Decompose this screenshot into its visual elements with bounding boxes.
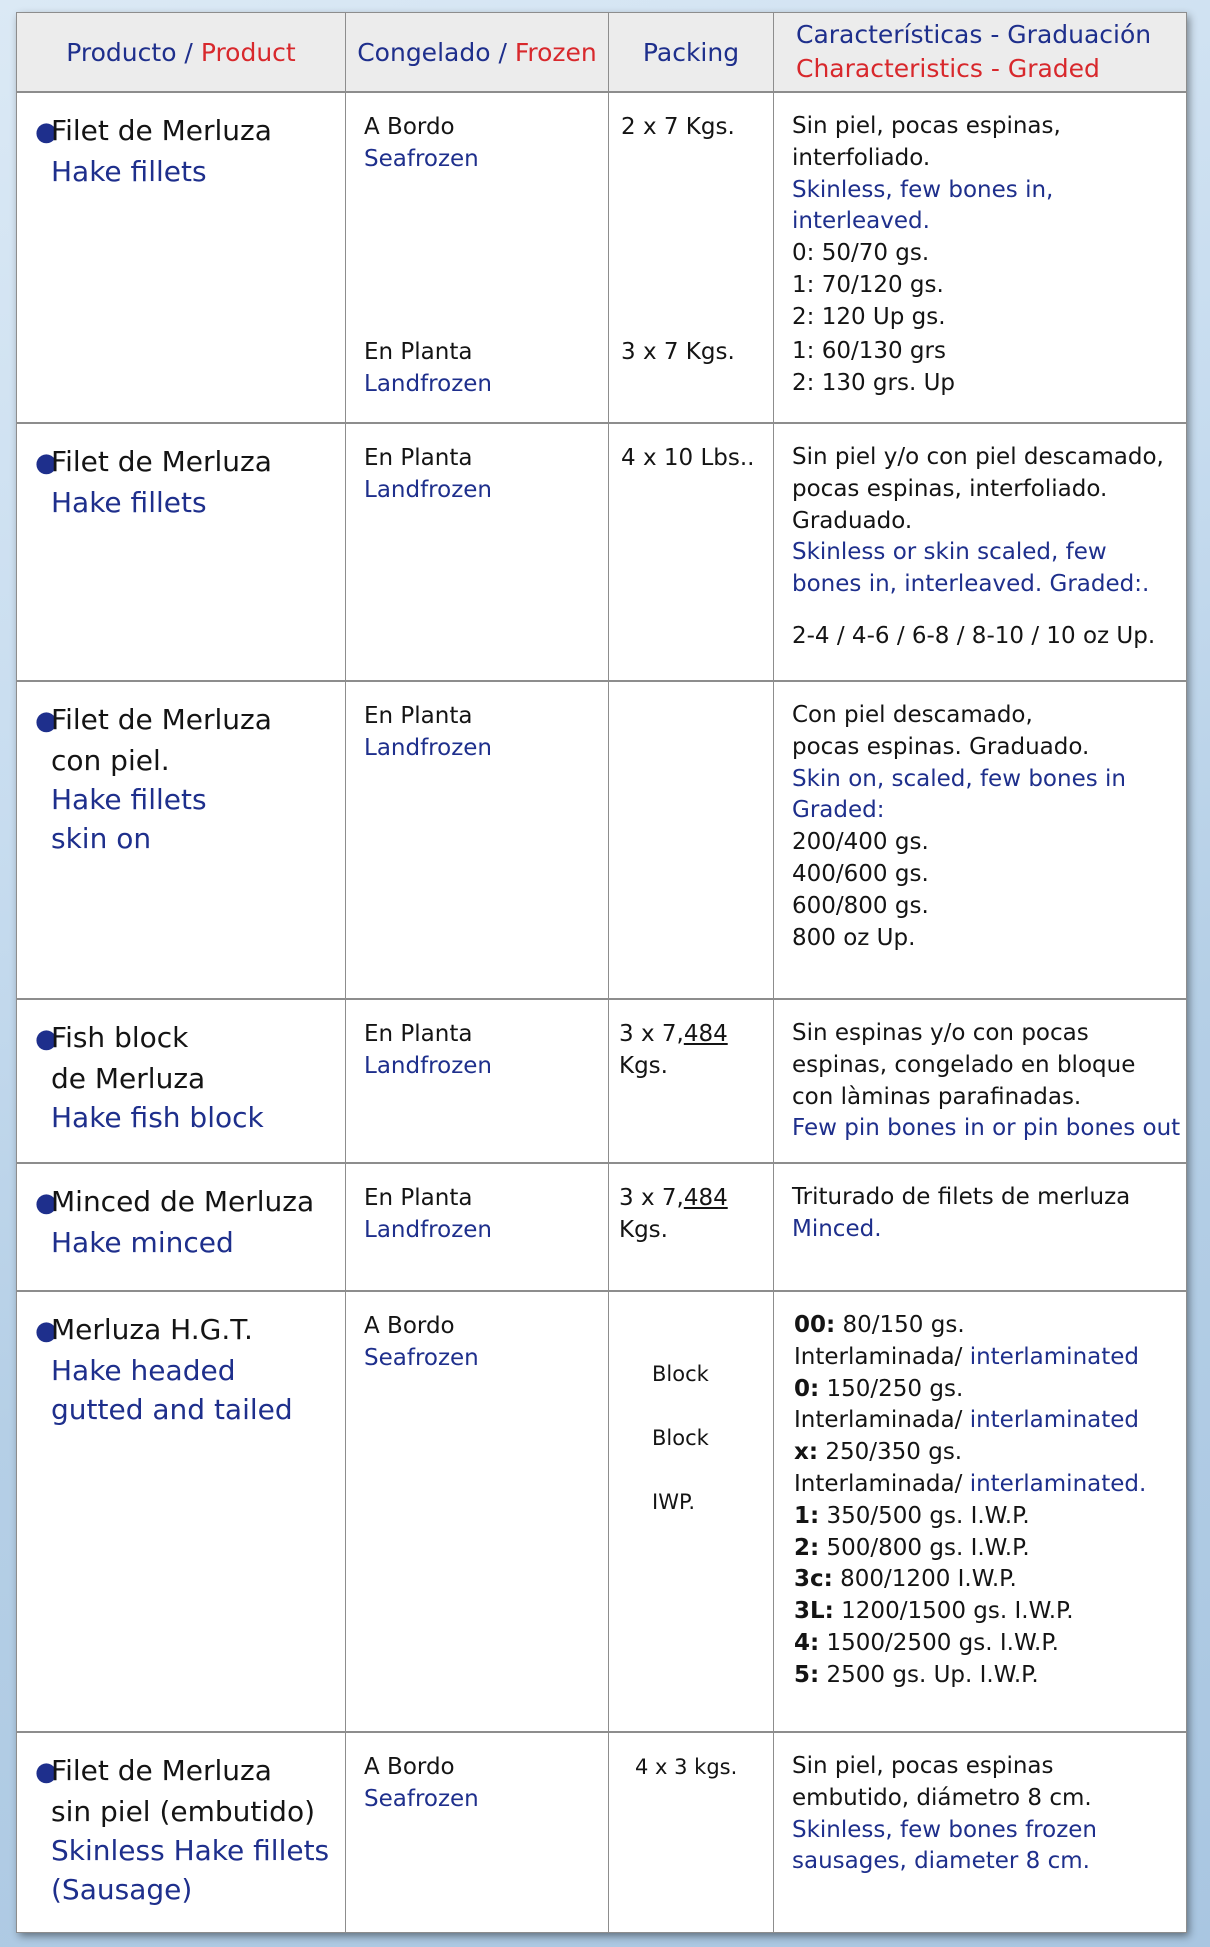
product-name-es: Filet de Merluza (51, 703, 272, 736)
grade-value: 80/150 gs. (835, 1312, 965, 1338)
packing-post: Kgs. (619, 1053, 668, 1079)
header-frozen (346, 13, 609, 93)
grade-line: 2-4 / 4-6 / 6-8 / 8-10 / 10 oz Up. (792, 622, 1156, 649)
product-name-en: Hake fillets (51, 783, 207, 816)
grade-value: 250/350 gs. (818, 1439, 963, 1466)
bullet-icon: ● (35, 1024, 58, 1054)
char-line: Graduado. (792, 507, 913, 534)
frozen-cell (346, 1163, 609, 1291)
packing-underlined: 484 (683, 1021, 728, 1047)
char-line-en: Skinless or skin scaled, few (792, 539, 1107, 566)
grade-value: 350/500 gs. I.W.P. (819, 1502, 1030, 1529)
characteristics-cell (774, 1163, 1187, 1291)
product-name-es: Fish block (51, 1021, 189, 1054)
table-row (17, 92, 1187, 423)
bullet-icon: ● (35, 1757, 58, 1787)
char-line: interfoliado. (792, 144, 931, 171)
product-name-en: Hake minced (51, 1226, 234, 1259)
packing-cell (609, 999, 774, 1163)
product-table (16, 12, 1187, 1933)
grade-code: 00: (794, 1312, 836, 1338)
char-line: Sin piel, pocas espinas, (792, 113, 1061, 139)
grade-line: 200/400 gs. (792, 829, 929, 856)
header-sep: / (176, 37, 201, 67)
grade-note-en: interlaminated (962, 1343, 1140, 1370)
header-product (17, 13, 346, 93)
bullet-icon: ● (35, 117, 58, 147)
grade-line: 1: 60/130 grs (792, 338, 946, 364)
char-line: pocas espinas. Graduado. (792, 733, 1090, 760)
packing-underlined: 484 (683, 1185, 728, 1211)
frozen-es: A Bordo (364, 1313, 455, 1339)
char-line-en: interleaved. (792, 208, 930, 235)
header-characteristics (774, 13, 1187, 93)
char-line: espinas, congelado en bloque (792, 1051, 1136, 1078)
grade-code: 1: (794, 1502, 820, 1529)
grade-value: 150/250 gs. (819, 1375, 964, 1402)
header-product-en: Product (200, 37, 296, 67)
packing-value: Block (652, 1362, 709, 1386)
product-name-en: Hake fillets (51, 486, 207, 519)
grade-note-es: Interlaminada/ (794, 1407, 963, 1434)
char-line-en: Skinless, few bones in, (792, 176, 1054, 203)
header-frozen-es: Congelado (357, 37, 491, 67)
product-name-es: Filet de Merluza (51, 1754, 272, 1787)
table-row (17, 1291, 1187, 1732)
grade-note-en: interlaminated (962, 1407, 1140, 1434)
char-line-en: Minced. (792, 1215, 882, 1242)
grade-value: 800/1200 I.W.P. (832, 1566, 1017, 1593)
product-name-en: Hake fish block (51, 1101, 264, 1134)
header-char-es: Características - Graduación (796, 20, 1152, 49)
characteristics-cell (774, 681, 1187, 999)
char-line: Triturado de filets de merluza (792, 1184, 1131, 1210)
table-row (17, 999, 1187, 1163)
packing-cell (609, 681, 774, 999)
char-line: Sin piel, pocas espinas (792, 1753, 1054, 1779)
packing-value (609, 1000, 773, 1082)
frozen-cell (346, 1291, 609, 1732)
packing-cell (609, 1163, 774, 1291)
product-name-es: Filet de Merluza (51, 114, 272, 147)
characteristics-cell (774, 1291, 1187, 1732)
frozen-es: En Planta (364, 339, 473, 365)
frozen-en: Seafrozen (364, 1786, 479, 1812)
packing-value: Block (652, 1426, 709, 1450)
char-line-en: Skinless, few bones frozen (792, 1816, 1097, 1843)
frozen-en: Landfrozen (364, 1217, 493, 1243)
product-name-es: Minced de Merluza (51, 1185, 315, 1218)
characteristics-cell (774, 423, 1187, 681)
grade-line: 2: 130 grs. Up (792, 369, 955, 396)
packing-pre: 3 x 7, (619, 1021, 684, 1047)
char-line-en: sausages, diameter 8 cm. (792, 1848, 1090, 1875)
char-line: Con piel descamado, (792, 702, 1033, 728)
grade-code: 4: (794, 1629, 820, 1656)
frozen-es: En Planta (364, 703, 473, 729)
char-line: embutido, diámetro 8 cm. (792, 1784, 1092, 1811)
packing-pre: 3 x 7, (619, 1185, 684, 1211)
characteristics-cell (774, 999, 1187, 1163)
char-line: con làminas parafinadas. (792, 1083, 1082, 1110)
header-product-es: Producto (66, 37, 177, 67)
grade-code: x: (794, 1439, 819, 1466)
packing-cell (609, 423, 774, 681)
frozen-en: Landfrozen (364, 1053, 493, 1079)
char-line-en: Few pin bones in or pin bones out (792, 1115, 1181, 1142)
product-cell (17, 999, 346, 1163)
bullet-icon: ● (35, 706, 58, 736)
frozen-en: Landfrozen (364, 371, 493, 397)
packing-cell (609, 92, 774, 423)
frozen-en: Landfrozen (364, 477, 493, 503)
grade-code: 3L: (794, 1598, 834, 1625)
product-cell (17, 1291, 346, 1732)
grade-code: 2: (794, 1534, 820, 1561)
frozen-cell (346, 999, 609, 1163)
product-name-es: sin piel (embutido) (51, 1795, 316, 1828)
characteristics-cell (774, 1732, 1187, 1932)
header-packing: Packing (609, 13, 774, 93)
char-line-en: Skin on, scaled, few bones in (792, 765, 1126, 792)
table-row (17, 1732, 1187, 1932)
grade-code: 3c: (794, 1566, 833, 1593)
product-cell (17, 1732, 346, 1932)
frozen-cell (346, 681, 609, 999)
grade-code: 0: (794, 1375, 820, 1402)
header-frozen-en: Frozen (514, 37, 597, 67)
product-name-es: con piel. (51, 744, 170, 777)
frozen-es: A Bordo (364, 114, 455, 140)
product-name-es: de Merluza (51, 1062, 206, 1095)
bullet-icon: ● (35, 1316, 58, 1346)
char-line-en: bones in, interleaved. Graded:. (792, 571, 1150, 598)
product-cell (17, 92, 346, 423)
frozen-en: Landfrozen (364, 735, 493, 761)
grade-note-es: Interlaminada/ (794, 1343, 963, 1370)
product-name-en: skin on (51, 822, 152, 855)
char-line: Sin piel y/o con piel descamado, (792, 444, 1164, 470)
table-row (17, 1163, 1187, 1291)
grade-value: 1500/2500 gs. I.W.P. (819, 1629, 1059, 1656)
product-cell (17, 681, 346, 999)
grade-line: 2: 120 Up gs. (792, 303, 946, 330)
packing-cell (609, 1291, 774, 1732)
packing-value (609, 1164, 773, 1246)
frozen-es: En Planta (364, 1021, 473, 1047)
char-line: Sin espinas y/o con pocas (792, 1020, 1089, 1046)
frozen-es: En Planta (364, 1185, 473, 1211)
table-header-row (17, 13, 1187, 93)
bullet-icon: ● (35, 448, 58, 478)
char-line: pocas espinas, interfoliado. (792, 475, 1108, 502)
product-name-en: (Sausage) (51, 1873, 193, 1906)
product-sheet (16, 12, 1186, 1932)
product-name-en: gutted and tailed (51, 1393, 293, 1426)
frozen-cell (346, 423, 609, 681)
frozen-cell (346, 92, 609, 423)
frozen-es: A Bordo (364, 1754, 455, 1780)
frozen-en: Seafrozen (364, 146, 479, 172)
grade-value: 500/800 gs. I.W.P. (819, 1534, 1030, 1561)
grade-line: 400/600 gs. (792, 860, 929, 887)
product-name-es: Filet de Merluza (51, 445, 272, 478)
grade-line: 1: 70/120 gs. (792, 271, 944, 298)
packing-value: 4 x 10 Lbs.. (621, 445, 755, 471)
product-cell (17, 1163, 346, 1291)
grade-note-en: interlaminated. (962, 1470, 1147, 1497)
packing-cell (609, 1732, 774, 1932)
characteristics-cell (774, 92, 1187, 423)
packing-post: Kgs. (619, 1217, 668, 1243)
product-name-en: Hake fillets (51, 155, 207, 188)
frozen-es: En Planta (364, 445, 473, 471)
product-cell (17, 423, 346, 681)
frozen-en: Seafrozen (364, 1345, 479, 1371)
packing-value: 3 x 7 Kgs. (621, 339, 735, 365)
grade-line: 0: 50/70 gs. (792, 240, 930, 267)
bullet-icon: ● (35, 1188, 58, 1218)
table-row (17, 681, 1187, 999)
char-line-en: Graded: (792, 797, 885, 824)
table-row (17, 423, 1187, 681)
product-name-en: Hake headed (51, 1354, 236, 1387)
product-name-es: Merluza H.G.T. (51, 1313, 253, 1346)
packing-value: 2 x 7 Kgs. (621, 114, 735, 140)
frozen-cell (346, 1732, 609, 1932)
packing-value: IWP. (652, 1490, 696, 1514)
grade-line: 600/800 gs. (792, 892, 929, 919)
grade-code: 5: (794, 1661, 820, 1688)
header-char-en: Characteristics - Graded (796, 54, 1100, 83)
grade-note-es: Interlaminada/ (794, 1470, 963, 1497)
grade-value: 1200/1500 gs. I.W.P. (833, 1598, 1074, 1625)
product-name-en: Skinless Hake fillets (51, 1834, 330, 1867)
packing-value: 4 x 3 kgs. (635, 1755, 738, 1779)
header-sep-2: / (490, 37, 515, 67)
grade-value: 2500 gs. Up. I.W.P. (819, 1661, 1039, 1688)
packing-value (609, 682, 773, 700)
grade-line: 800 oz Up. (792, 924, 916, 951)
